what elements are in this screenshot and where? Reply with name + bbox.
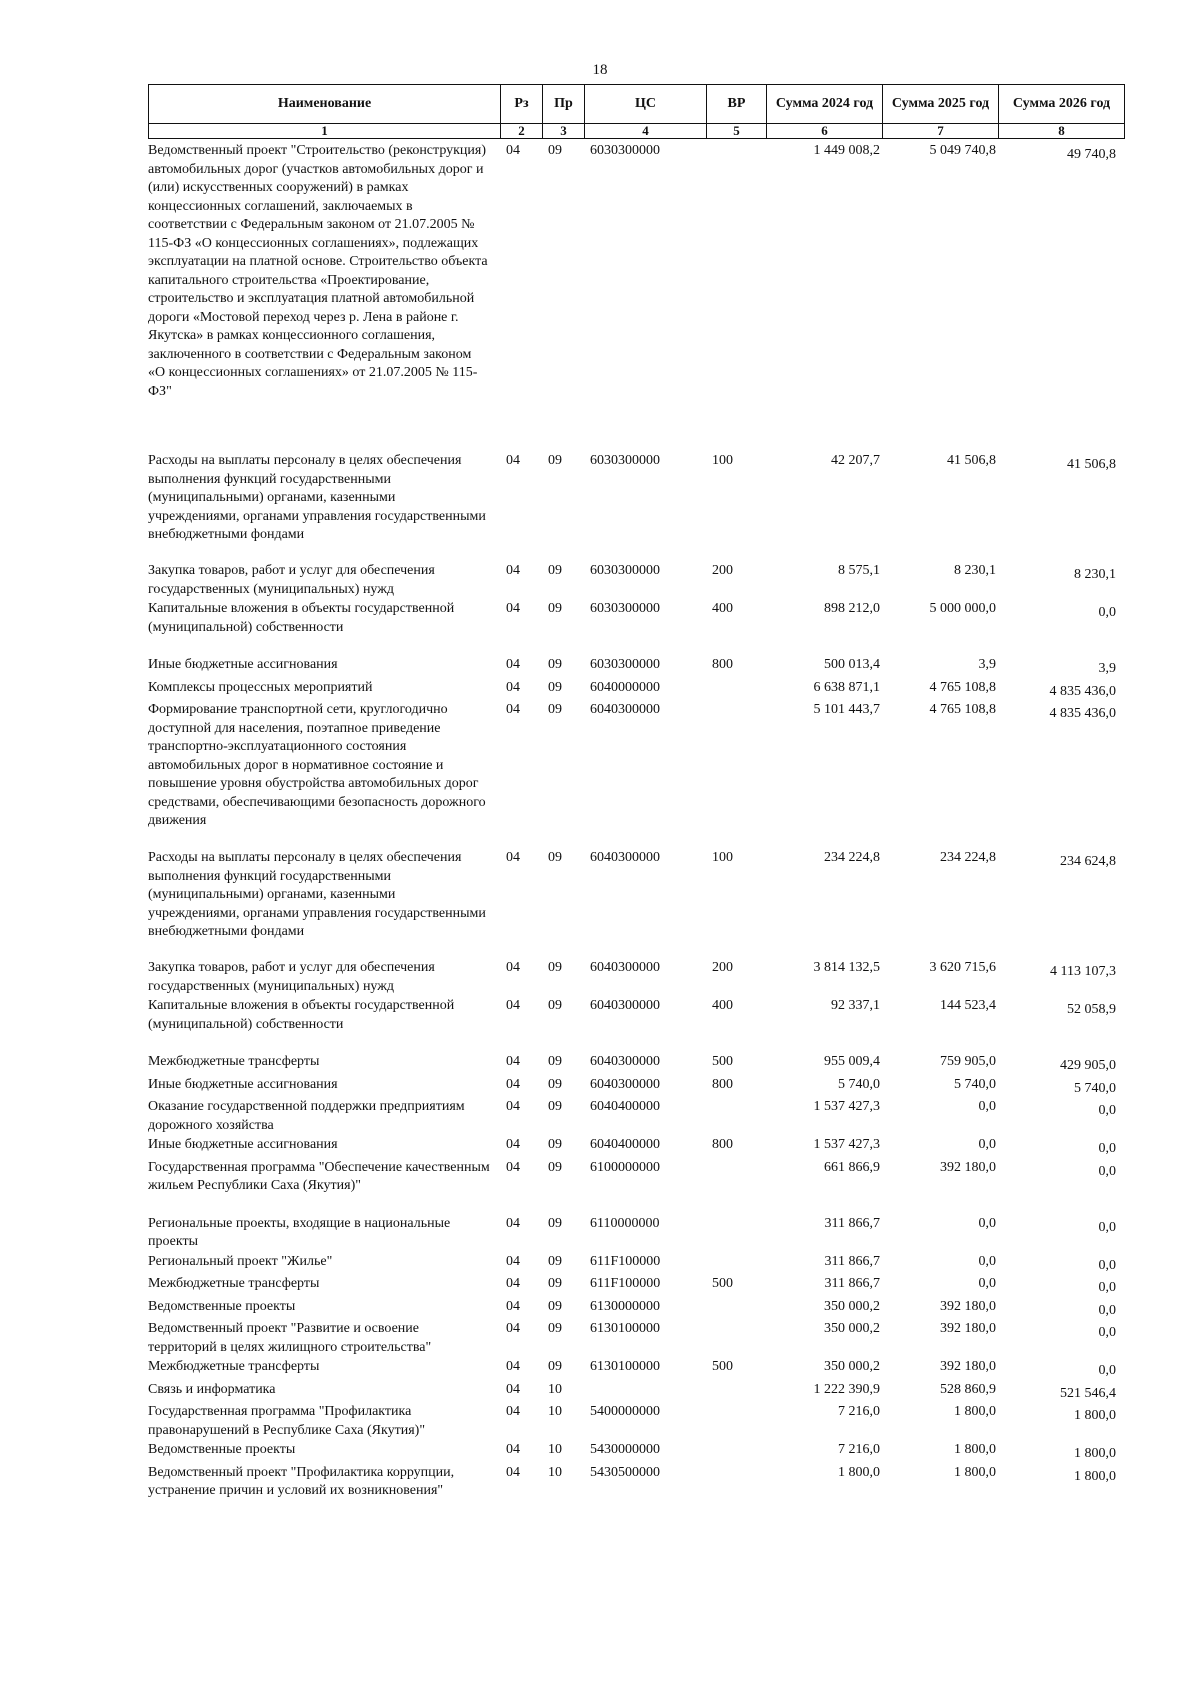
row-sum-2026: 0,0 — [1098, 1163, 1116, 1179]
row-name: Иные бюджетные ассигнования — [148, 657, 338, 672]
row-target-article: 6110000000 — [590, 1215, 660, 1231]
row-sum-2025: 234 224,8 — [940, 850, 996, 865]
row-sum-2026: 0,0 — [1098, 1103, 1116, 1118]
row-pr-code: 09 — [548, 1298, 562, 1314]
table-row — [148, 997, 1124, 1053]
row-target-article: 611F100000 — [590, 1253, 661, 1269]
row-pr-code: 09 — [548, 998, 562, 1013]
row-sum-2025: 1 800,0 — [954, 1464, 996, 1480]
table-row — [148, 1076, 1124, 1099]
row-pr-code: 09 — [548, 1253, 562, 1269]
row-sum-2025: 392 180,0 — [940, 1359, 996, 1374]
column-number: 3 — [543, 124, 585, 139]
row-name: Региональные проекты, входящие в национальные проекты — [148, 1215, 451, 1249]
row-sum-2026: 1 800,0 — [1074, 1468, 1116, 1484]
row-name: Иные бюджетные ассигнования — [148, 1137, 338, 1152]
page-number: 18 — [592, 62, 608, 78]
row-target-article: 5400000000 — [590, 1404, 660, 1419]
row-sum-2024: 3 814 132,5 — [813, 960, 880, 975]
row-rz-code: 04 — [506, 1099, 520, 1114]
row-target-article: 6040400000 — [590, 1137, 660, 1152]
row-target-article: 6040300000 — [590, 702, 660, 717]
row-sum-2025: 528 860,9 — [940, 1381, 996, 1397]
row-rz-code: 04 — [506, 563, 520, 578]
row-pr-code: 10 — [548, 1381, 562, 1397]
row-sum-2024: 350 000,2 — [824, 1321, 880, 1336]
row-expense-type: 800 — [712, 1076, 733, 1092]
row-name: Связь и информатика — [148, 1381, 276, 1397]
row-pr-code: 09 — [548, 1276, 562, 1291]
row-pr-code: 09 — [548, 1321, 562, 1336]
table-row — [148, 656, 1124, 679]
header-sum-2025: Сумма 2025 год — [883, 85, 999, 124]
row-sum-2026: 0,0 — [1098, 605, 1116, 620]
column-number: 7 — [883, 124, 999, 139]
row-sum-2024: 7 216,0 — [838, 1442, 880, 1457]
row-sum-2025: 4 765 108,8 — [929, 679, 996, 695]
row-sum-2025: 759 905,0 — [940, 1054, 996, 1069]
row-expense-type: 400 — [712, 601, 733, 616]
row-rz-code: 04 — [506, 1159, 520, 1175]
row-rz-code: 04 — [506, 657, 520, 672]
row-expense-type — [706, 1253, 766, 1276]
row-rz-code: 04 — [506, 1359, 520, 1374]
row-target-article: 6040300000 — [590, 960, 660, 975]
column-number: 8 — [999, 124, 1125, 139]
row-pr-code: 10 — [548, 1442, 562, 1457]
row-sum-2024: 350 000,2 — [824, 1359, 880, 1374]
row-pr-code: 09 — [548, 657, 562, 672]
row-target-article: 6040400000 — [590, 1099, 660, 1114]
table-row — [148, 1358, 1124, 1381]
column-number: 2 — [501, 124, 543, 139]
header-cs: ЦС — [585, 85, 707, 124]
row-rz-code: 04 — [506, 601, 520, 616]
row-sum-2025: 0,0 — [978, 1099, 996, 1114]
row-rz-code: 04 — [506, 1298, 520, 1314]
header-vr: ВР — [707, 85, 767, 124]
row-sum-2024: 8 575,1 — [838, 563, 880, 578]
row-expense-type — [706, 142, 766, 452]
row-name: Межбюджетные трансферты — [148, 1359, 320, 1374]
header-pr: Пр — [543, 85, 585, 124]
row-pr-code: 09 — [548, 453, 562, 468]
row-sum-2026: 521 546,4 — [1060, 1385, 1116, 1401]
row-name: Иные бюджетные ассигнования — [148, 1076, 338, 1092]
table-row — [148, 701, 1124, 849]
row-sum-2024: 6 638 871,1 — [813, 679, 880, 695]
row-pr-code: 09 — [548, 1054, 562, 1069]
row-name: Ведомственные проекты — [148, 1298, 296, 1314]
row-target-article: 6030300000 — [590, 601, 660, 616]
table-row — [148, 562, 1124, 600]
row-pr-code: 09 — [548, 1159, 562, 1175]
table-row — [148, 1381, 1124, 1404]
row-pr-code: 09 — [548, 960, 562, 975]
table-row — [148, 1053, 1124, 1076]
row-target-article: 6130100000 — [590, 1359, 660, 1374]
row-rz-code: 04 — [506, 702, 520, 717]
row-expense-type — [706, 1403, 766, 1441]
row-pr-code: 09 — [548, 1137, 562, 1152]
row-pr-code: 09 — [548, 1215, 562, 1231]
table-row — [148, 849, 1124, 959]
row-target-article: 6040300000 — [590, 1076, 660, 1092]
row-rz-code: 04 — [506, 1054, 520, 1069]
column-number: 1 — [149, 124, 501, 139]
row-sum-2025: 5 000 000,0 — [929, 601, 996, 616]
row-expense-type: 100 — [712, 850, 733, 865]
row-sum-2026: 4 835 436,0 — [1049, 683, 1116, 699]
header-row — [149, 85, 1125, 124]
table-row — [148, 959, 1124, 997]
row-name: Ведомственный проект "Профилактика коррупции, устранение причин и условий их возникновения" — [148, 1464, 455, 1498]
header-number-row — [149, 124, 1125, 139]
column-number: 4 — [585, 124, 707, 139]
row-sum-2024: 311 866,7 — [824, 1276, 880, 1291]
row-target-article: 6130100000 — [590, 1321, 660, 1336]
row-name: Формирование транспортной сети, круглогодично доступной для населения, поэтапное приведение транспортно-эксплуатационного состояния автомобильных дорог в нормативное состояние и повышение уровня обустройства автомобильных дорог средствами, обеспечивающими безопасность дорожного движения — [148, 702, 486, 828]
row-target-article: 6030300000 — [590, 657, 660, 672]
row-rz-code: 04 — [506, 1076, 520, 1092]
row-expense-type — [706, 1215, 766, 1253]
row-name: Ведомственные проекты — [148, 1442, 296, 1457]
row-sum-2025: 8 230,1 — [954, 563, 996, 578]
row-expense-type: 500 — [712, 1054, 733, 1069]
row-pr-code: 09 — [548, 1076, 562, 1092]
row-sum-2025: 3 620 715,6 — [929, 960, 996, 975]
header-rz: Рз — [501, 85, 543, 124]
row-target-article: 6030300000 — [590, 563, 660, 578]
row-sum-2026: 429 905,0 — [1060, 1058, 1116, 1073]
row-name: Оказание государственной поддержки предприятиям дорожного хозяйства — [148, 1099, 465, 1133]
row-rz-code: 04 — [506, 1404, 520, 1419]
column-number: 6 — [767, 124, 883, 139]
row-rz-code: 04 — [506, 850, 520, 865]
row-sum-2024: 1 449 008,2 — [813, 143, 880, 158]
table-row — [148, 1464, 1124, 1502]
table-row — [148, 1298, 1124, 1321]
row-sum-2024: 5 101 443,7 — [813, 702, 880, 717]
row-rz-code: 04 — [506, 1464, 520, 1480]
row-sum-2026: 0,0 — [1098, 1257, 1116, 1273]
row-name: Расходы на выплаты персоналу в целях обеспечения выполнения функций государственными (муниципальными) органами, казенными учреждениями, органами управления государственными внебюджетными фондами — [148, 850, 486, 939]
row-rz-code: 04 — [506, 1276, 520, 1291]
table-row — [148, 1159, 1124, 1215]
row-target-article: 5430000000 — [590, 1442, 660, 1457]
row-sum-2026: 0,0 — [1098, 1141, 1116, 1156]
column-number: 5 — [707, 124, 767, 139]
row-sum-2026: 52 058,9 — [1067, 1002, 1116, 1017]
row-sum-2025: 1 800,0 — [954, 1404, 996, 1419]
row-sum-2025: 0,0 — [978, 1276, 996, 1291]
row-expense-type — [706, 1464, 766, 1502]
row-rz-code: 04 — [506, 679, 520, 695]
row-rz-code: 04 — [506, 143, 520, 158]
row-sum-2026: 0,0 — [1098, 1219, 1116, 1235]
table-row — [148, 142, 1124, 452]
row-sum-2025: 392 180,0 — [940, 1159, 996, 1175]
row-name: Межбюджетные трансферты — [148, 1054, 320, 1069]
row-sum-2024: 7 216,0 — [838, 1404, 880, 1419]
row-name: Государственная программа "Профилактика правонарушений в Республике Саха (Якутия)" — [148, 1404, 426, 1438]
row-sum-2024: 1 537 427,3 — [813, 1137, 880, 1152]
row-sum-2026: 8 230,1 — [1074, 567, 1116, 582]
table-row — [148, 452, 1124, 562]
table-header — [148, 84, 1125, 139]
row-rz-code: 04 — [506, 453, 520, 468]
row-name: Закупка товаров, работ и услуг для обеспечения государственных (муниципальных) нужд — [148, 960, 435, 994]
row-pr-code: 09 — [548, 143, 562, 158]
row-sum-2025: 5 740,0 — [954, 1076, 996, 1092]
row-sum-2024: 42 207,7 — [831, 453, 880, 468]
row-pr-code: 10 — [548, 1464, 562, 1480]
row-sum-2025: 392 180,0 — [940, 1298, 996, 1314]
table-body — [148, 142, 1124, 1502]
row-pr-code: 09 — [548, 1359, 562, 1374]
row-name: Комплексы процессных мероприятий — [148, 679, 373, 695]
row-sum-2024: 92 337,1 — [831, 998, 880, 1013]
row-sum-2025: 5 049 740,8 — [929, 143, 996, 158]
row-sum-2025: 4 765 108,8 — [929, 702, 996, 717]
row-target-article: 6030300000 — [590, 453, 660, 468]
table-row — [148, 1403, 1124, 1441]
row-sum-2026: 234 624,8 — [1060, 854, 1116, 869]
row-sum-2026: 5 740,0 — [1074, 1080, 1116, 1096]
row-expense-type — [706, 1381, 766, 1404]
row-sum-2025: 144 523,4 — [940, 998, 996, 1013]
row-rz-code: 04 — [506, 998, 520, 1013]
row-sum-2024: 5 740,0 — [838, 1076, 880, 1092]
row-sum-2024: 661 866,9 — [824, 1159, 880, 1175]
table-row — [148, 1253, 1124, 1276]
table-row — [148, 600, 1124, 656]
row-sum-2025: 41 506,8 — [947, 453, 996, 468]
row-expense-type — [706, 1159, 766, 1215]
row-name: Капитальные вложения в объекты государственной (муниципальной) собственности — [148, 601, 455, 635]
row-rz-code: 04 — [506, 1321, 520, 1336]
table-row — [148, 1215, 1124, 1253]
row-sum-2024: 350 000,2 — [824, 1298, 880, 1314]
row-name: Ведомственный проект "Развитие и освоение территорий в целях жилищного строительства" — [148, 1321, 432, 1355]
table-row — [148, 1275, 1124, 1298]
row-sum-2026: 4 113 107,3 — [1050, 964, 1116, 979]
row-name: Закупка товаров, работ и услуг для обеспечения государственных (муниципальных) нужд — [148, 563, 435, 597]
row-rz-code: 04 — [506, 960, 520, 975]
row-sum-2025: 0,0 — [978, 1137, 996, 1152]
row-sum-2024: 1 537 427,3 — [813, 1099, 880, 1114]
row-name: Межбюджетные трансферты — [148, 1276, 320, 1291]
row-expense-type: 200 — [712, 960, 733, 975]
row-expense-type — [706, 1298, 766, 1321]
row-sum-2025: 1 800,0 — [954, 1442, 996, 1457]
row-sum-2026: 1 800,0 — [1074, 1446, 1116, 1461]
row-sum-2024: 1 800,0 — [838, 1464, 880, 1480]
row-pr-code: 09 — [548, 679, 562, 695]
row-target-article: 6030300000 — [590, 143, 660, 158]
row-target-article: 5430500000 — [590, 1464, 660, 1480]
row-name: Государственная программа "Обеспечение качественным жильем Республики Саха (Якутия)" — [148, 1159, 490, 1193]
row-sum-2026: 0,0 — [1098, 1325, 1116, 1340]
table-row — [148, 1098, 1124, 1136]
row-name: Ведомственный проект "Строительство (реконструкция) автомобильных дорог (участков автомобильных дорог и (или) искусственных сооружений) в рамках концессионных соглашений, заключаемых в соответствии с Федеральным законом от 21.07.2005 № 115-ФЗ «О концессионных соглашениях», подлежащих эксплуатации на платной основе. Строительство объекта капитального строительства «Проектирование, строительство и эксплуатация платной автомобильной дороги «Мостовой переход через р. Лена в районе г. Якутска» в рамках концессионного соглашения, заключенного в соответствии с Федеральным законом «О концессионных соглашениях» от 21.07.2005 № 115-ФЗ" — [148, 143, 488, 399]
row-target-article: 6040300000 — [590, 998, 660, 1013]
row-target-article: 6040300000 — [590, 850, 660, 865]
row-expense-type: 500 — [712, 1359, 733, 1374]
row-rz-code: 04 — [506, 1442, 520, 1457]
row-sum-2024: 311 866,7 — [824, 1253, 880, 1269]
table-row — [148, 1441, 1124, 1464]
row-expense-type: 100 — [712, 453, 733, 468]
row-rz-code: 04 — [506, 1137, 520, 1152]
row-sum-2026: 49 740,8 — [1067, 147, 1116, 162]
row-pr-code: 09 — [548, 563, 562, 578]
row-name: Региональный проект "Жилье" — [148, 1253, 333, 1269]
row-sum-2024: 898 212,0 — [824, 601, 880, 616]
header-sum-2026: Сумма 2026 год — [999, 85, 1125, 124]
row-rz-code: 04 — [506, 1215, 520, 1231]
table-row — [148, 679, 1124, 702]
row-name: Расходы на выплаты персоналу в целях обеспечения выполнения функций государственными (муниципальными) органами, казенными учреждениями, органами управления государственными внебюджетными фондами — [148, 453, 486, 542]
row-sum-2025: 0,0 — [978, 1215, 996, 1231]
table-row — [148, 1320, 1124, 1358]
row-sum-2024: 955 009,4 — [824, 1054, 880, 1069]
row-pr-code: 09 — [548, 601, 562, 616]
row-expense-type — [706, 1320, 766, 1358]
row-expense-type — [706, 1441, 766, 1464]
row-sum-2026: 4 835 436,0 — [1049, 706, 1116, 721]
row-pr-code: 09 — [548, 702, 562, 717]
row-target-article: 611F100000 — [590, 1276, 661, 1291]
row-expense-type: 200 — [712, 563, 733, 578]
header-name: Наименование — [149, 85, 501, 124]
header-sum-2024: Сумма 2024 год — [767, 85, 883, 124]
row-target-article: 6130000000 — [590, 1298, 660, 1314]
row-expense-type — [706, 1098, 766, 1136]
row-sum-2026: 3,9 — [1098, 661, 1116, 676]
row-target-article: 6100000000 — [590, 1159, 660, 1175]
row-sum-2025: 392 180,0 — [940, 1321, 996, 1336]
row-expense-type — [706, 701, 766, 849]
row-sum-2026: 0,0 — [1098, 1302, 1116, 1318]
row-target-article: 6040000000 — [590, 679, 660, 695]
table-row — [148, 1136, 1124, 1159]
row-pr-code: 09 — [548, 1099, 562, 1114]
row-expense-type — [706, 679, 766, 702]
row-sum-2024: 1 222 390,9 — [813, 1381, 880, 1397]
row-rz-code: 04 — [506, 1381, 520, 1397]
row-pr-code: 10 — [548, 1404, 562, 1419]
row-sum-2024: 234 224,8 — [824, 850, 880, 865]
row-expense-type: 800 — [712, 1137, 733, 1152]
row-sum-2024: 500 013,4 — [824, 657, 880, 672]
row-sum-2026: 0,0 — [1098, 1363, 1116, 1378]
row-target-article: 6040300000 — [590, 1054, 660, 1069]
row-target-article — [584, 1381, 706, 1404]
row-name: Капитальные вложения в объекты государственной (муниципальной) собственности — [148, 998, 455, 1032]
row-expense-type: 500 — [712, 1276, 733, 1291]
budget-table — [148, 142, 1124, 1502]
row-sum-2024: 311 866,7 — [824, 1215, 880, 1231]
row-sum-2026: 0,0 — [1098, 1280, 1116, 1295]
row-sum-2025: 0,0 — [978, 1253, 996, 1269]
row-expense-type: 400 — [712, 998, 733, 1013]
row-rz-code: 04 — [506, 1253, 520, 1269]
row-sum-2025: 3,9 — [978, 657, 996, 672]
row-expense-type: 800 — [712, 657, 733, 672]
row-sum-2026: 1 800,0 — [1074, 1408, 1116, 1423]
row-sum-2026: 41 506,8 — [1067, 457, 1116, 472]
row-pr-code: 09 — [548, 850, 562, 865]
